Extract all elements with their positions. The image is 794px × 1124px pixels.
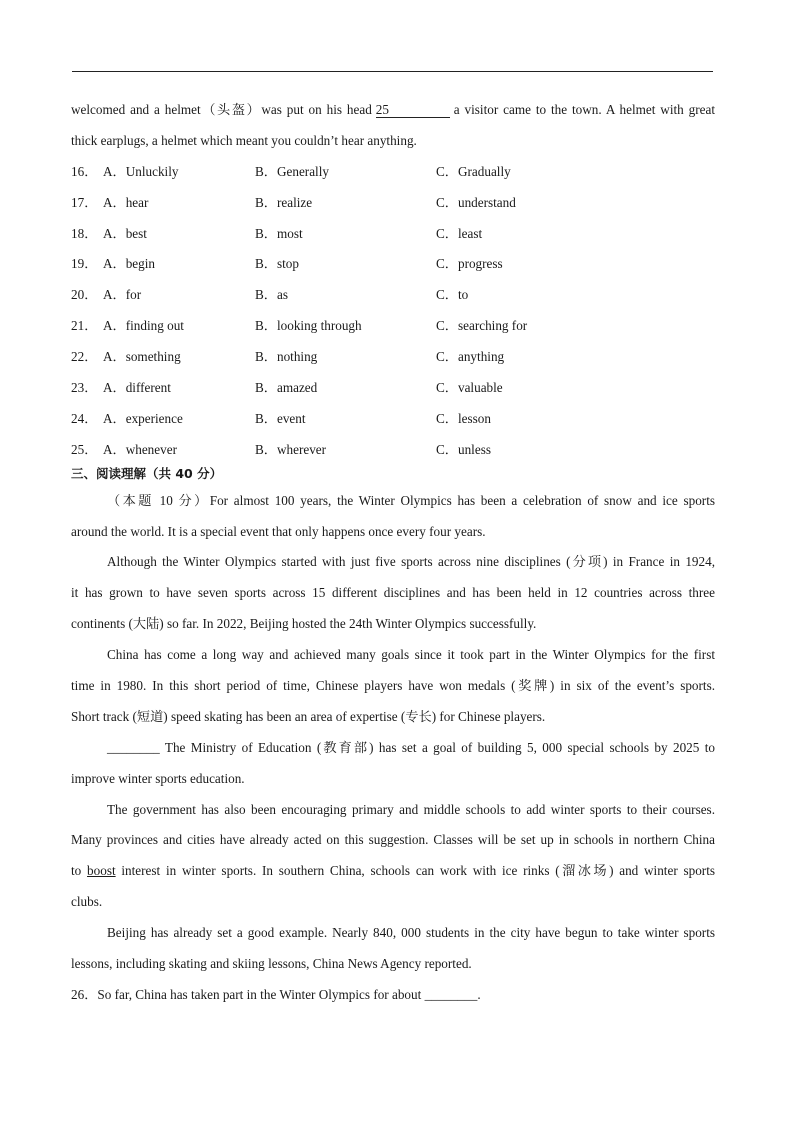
option-a: A．experience [103, 410, 183, 426]
header-rule [72, 71, 713, 72]
option-a: A．whenever [103, 441, 177, 457]
option-row [71, 373, 715, 404]
option-number: 22． [71, 349, 98, 365]
document-page [71, 95, 715, 1011]
option-row [71, 404, 715, 435]
option-number: 18． [71, 225, 98, 241]
option-row [71, 280, 715, 311]
paragraph-line: Short track (短道) speed skating has been an area of expertise (专长) for Chinese players. [71, 708, 546, 724]
option-a: A．different [103, 380, 171, 396]
option-row [71, 219, 715, 250]
paragraph-text: The Ministry of Education (教育部) has set a goal of building 5, 000 special schools by 2025 to [159, 739, 715, 755]
paragraph-line: around the world. It is a special event that only happens once every four years. [71, 523, 486, 539]
option-b: B．amazed [255, 380, 318, 396]
passage-text: welcomed and a helmet（头盔）was put on his head [71, 102, 372, 117]
option-b: B．nothing [255, 349, 318, 365]
option-number: 21． [71, 318, 98, 334]
option-b: B．most [255, 225, 303, 241]
paragraph-line: Many provinces and cities have already acted on this suggestion. Classes will be set up in schools in northern China [71, 832, 715, 848]
option-b: B．as [255, 287, 288, 303]
option-row [71, 249, 715, 280]
paragraph-line: clubs. [71, 894, 103, 910]
option-b: B．realize [255, 194, 313, 210]
option-b: B．Generally [255, 163, 329, 179]
option-a: A．something [103, 349, 181, 365]
paragraph-line: Although the Winter Olympics started with just five sports across nine disciplines (分项) in France in 1924, [107, 554, 715, 570]
option-number: 23． [71, 380, 98, 396]
underlined-word: boost [87, 863, 116, 879]
paragraph-line: China has come a long way and achieved many goals since it took part in the Winter Olympics for the first [107, 647, 715, 663]
paragraph-line: time in 1980. In this short period of time, Chinese players have won medals (奖牌) in six of the event’s sports. [71, 678, 715, 694]
options-list [71, 157, 715, 466]
option-c: C．unless [436, 441, 491, 457]
option-b: B．stop [255, 256, 299, 272]
option-a: A．best [103, 225, 147, 241]
option-c: C．valuable [436, 380, 503, 396]
option-c: C．searching for [436, 318, 528, 334]
option-a: A．begin [103, 256, 156, 272]
paragraph-line [71, 856, 715, 887]
option-c: C．progress [436, 256, 503, 272]
option-number: 25． [71, 441, 98, 457]
option-c: C．least [436, 225, 483, 241]
option-number: 24． [71, 410, 98, 426]
option-c: C．Gradually [436, 163, 511, 179]
option-row [71, 188, 715, 219]
paragraph-line [71, 733, 715, 764]
option-row [71, 311, 715, 342]
option-c: C．anything [436, 349, 505, 365]
answer-blank: ________ [107, 739, 160, 755]
paragraph-line: it has grown to have seven sports across 15 different disciplines and has been held in 12 countries across three [71, 585, 715, 601]
option-number: 19． [71, 256, 98, 272]
paragraph-line: continents (大陆) so far. In 2022, Beijing hosted the 24th Winter Olympics successfully. [71, 616, 537, 632]
paragraph-text: interest in winter sports. In southern China, schools can work with ice rinks (溜冰场) and winter sports [115, 863, 715, 879]
option-number: 17． [71, 194, 98, 210]
option-c: C．understand [436, 194, 516, 210]
option-a: A．hear [103, 194, 149, 210]
option-a: A．Unluckily [103, 163, 179, 179]
paragraph-line: improve winter sports education. [71, 770, 245, 786]
option-b: B．event [255, 410, 306, 426]
option-row [71, 157, 715, 188]
passage-text: a visitor came to the town. A helmet with great [453, 102, 716, 117]
option-c: C．lesson [436, 410, 491, 426]
blank-25: 25 [376, 103, 450, 118]
paragraph-line: The government has also been encouraging primary and middle schools to add winter sports to their courses. [107, 801, 715, 817]
option-row [71, 342, 715, 373]
passage-line [71, 95, 715, 126]
paragraph-line: （本题 10 分）For almost 100 years, the Winter Olympics has been a celebration of snow and ice sports [107, 492, 715, 508]
option-b: B．looking through [255, 318, 362, 334]
passage-line: thick earplugs, a helmet which meant you couldn’t hear anything. [71, 132, 417, 148]
option-c: C．to [436, 287, 469, 303]
option-a: A．finding out [103, 318, 184, 334]
option-number: 16． [71, 163, 98, 179]
section-title: 三、阅读理解（共 40 分） [71, 465, 223, 481]
paragraph-text: to [71, 863, 88, 879]
paragraph-line: Beijing has already set a good example. Nearly 840, 000 students in the city have begun to take winter sports [107, 925, 715, 941]
option-a: A．for [103, 287, 142, 303]
option-number: 20． [71, 287, 98, 303]
option-b: B．wherever [255, 441, 327, 457]
question-26: 26．So far, China has taken part in the Winter Olympics for about ________. [71, 986, 481, 1002]
paragraph-line: lessons, including skating and skiing lessons, China News Agency reported. [71, 956, 472, 972]
